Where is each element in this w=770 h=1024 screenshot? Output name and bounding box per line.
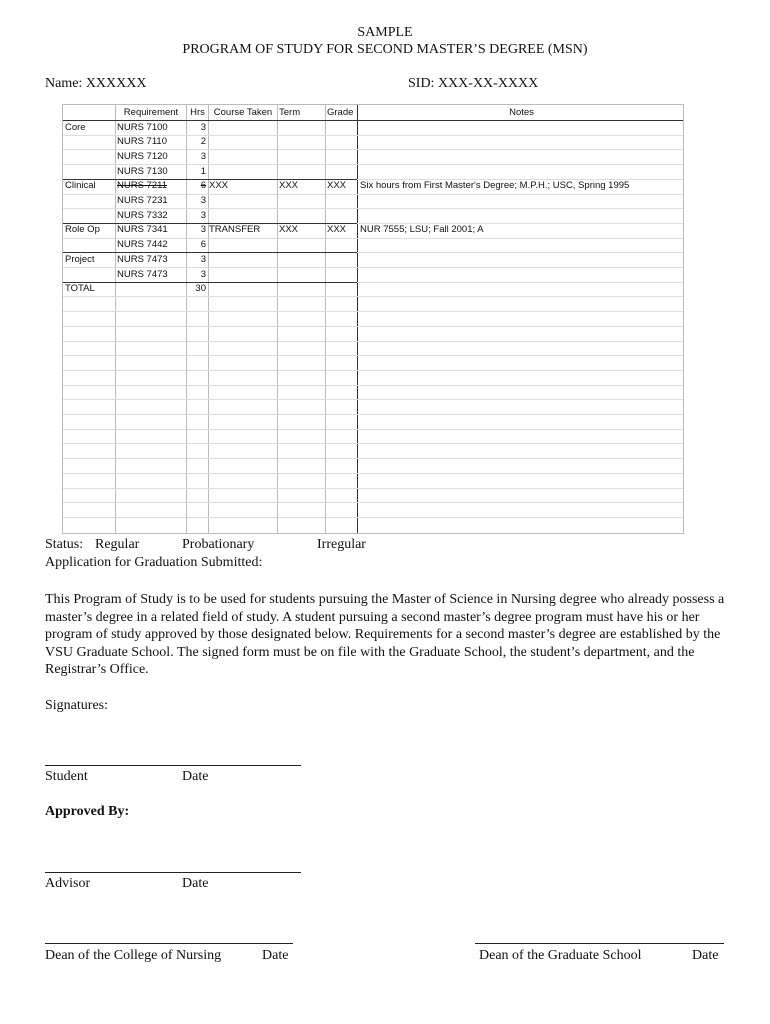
cell-notes: NUR 7555; LSU; Fall 2001; A [360, 224, 484, 236]
cell-category: Project [65, 253, 95, 265]
cell-grade: XXX [327, 180, 347, 192]
col-header-hrs: Hrs [190, 107, 205, 118]
cell-requirement: NURS 7442 [117, 239, 168, 251]
doc-title: PROGRAM OF STUDY FOR SECOND MASTER’S DEGREE (MSN) [182, 42, 588, 57]
col-header-term: Term [279, 107, 301, 118]
dean-nursing-label: Dean of the College of Nursing [45, 948, 222, 963]
cell-taken: XXX [209, 180, 229, 192]
cell-requirement: NURS 7120 [117, 150, 168, 162]
cell-taken: TRANSFER [209, 224, 261, 236]
cell-hrs: 3 [200, 224, 206, 236]
cell-category: Core [65, 121, 86, 133]
program-table [62, 104, 684, 534]
cell-requirement: NURS 7473 [117, 253, 168, 265]
cell-requirement: NURS 7211 [117, 180, 167, 192]
cell-notes: Six hours from First Master's Degree; M.P.H.; USC, Spring 1995 [360, 180, 630, 192]
col-header-requirement: Requirement [123, 107, 179, 118]
dean-graduate-date-label: Date [692, 948, 719, 963]
status-label: Status: [45, 537, 84, 552]
cell-requirement: NURS 7473 [117, 268, 168, 280]
cell-hrs: 2 [200, 136, 206, 148]
dean-nursing-signature-line [45, 943, 293, 944]
cell-hrs: 3 [200, 150, 206, 162]
dean-graduate-label: Dean of the Graduate School [479, 948, 642, 963]
instructions-paragraph: This Program of Study is to be used for students pursuing the Master of Science in Nursing degree who already possess a master’s degree in a related field of study. A student pursuing a second master’s degree program must have his or her program of study approved by those designated below. Requirements for a second master’s degree are established by the VSU Graduate School. The signed form must be on file with the Graduate School, the student’s department, and the Registrar’s Office. [45, 592, 725, 677]
student-label: Student [45, 769, 88, 784]
cell-hrs: 3 [200, 268, 206, 280]
approved-by-heading: Approved By: [45, 804, 130, 819]
cell-term: XXX [279, 180, 299, 192]
status-irregular: Irregular [317, 537, 366, 552]
dean-nursing-date-label: Date [262, 948, 289, 963]
cell-requirement: NURS 7341 [117, 224, 168, 236]
cell-hrs: 3 [200, 209, 206, 221]
cell-requirement: NURS 7110 [117, 136, 167, 148]
cell-hrs: 3 [200, 121, 206, 133]
col-header-grade: Grade [327, 107, 354, 118]
application-submitted: Application for Graduation Submitted: [45, 555, 263, 570]
cell-requirement: NURS 7100 [117, 121, 168, 133]
cell-category: Role Op [65, 224, 100, 236]
cell-hrs: 3 [200, 253, 206, 265]
col-header-course-taken: Course Taken [213, 107, 273, 118]
cell-hrs: 3 [200, 195, 206, 206]
cell-requirement: NURS 7332 [117, 209, 168, 221]
advisor-label: Advisor [45, 876, 91, 891]
cell-grade: XXX [327, 224, 347, 236]
cell-hrs: 30 [195, 283, 206, 295]
status-regular: Regular [95, 537, 140, 552]
col-header-notes: Notes [509, 107, 534, 118]
student-signature-line [45, 765, 301, 766]
status-probationary: Probationary [182, 537, 255, 552]
student-name: Name: XXXXXX [45, 76, 147, 91]
cell-hrs: 1 [200, 165, 206, 177]
cell-requirement: NURS 7231 [117, 195, 168, 206]
advisor-date-label: Date [182, 876, 209, 891]
cell-category: TOTAL [65, 283, 95, 295]
cell-requirement: NURS 7130 [117, 165, 168, 177]
advisor-signature-line [45, 872, 301, 873]
student-sid: SID: XXX-XX-XXXX [408, 76, 539, 91]
cell-hrs: 6 [200, 180, 206, 192]
signatures-heading: Signatures: [45, 698, 108, 713]
cell-category: Clinical [65, 180, 96, 192]
cell-hrs: 6 [200, 239, 206, 251]
doc-label-sample: SAMPLE [357, 25, 413, 40]
dean-graduate-signature-line [475, 943, 724, 944]
student-date-label: Date [182, 769, 209, 784]
cell-term: XXX [279, 224, 299, 236]
